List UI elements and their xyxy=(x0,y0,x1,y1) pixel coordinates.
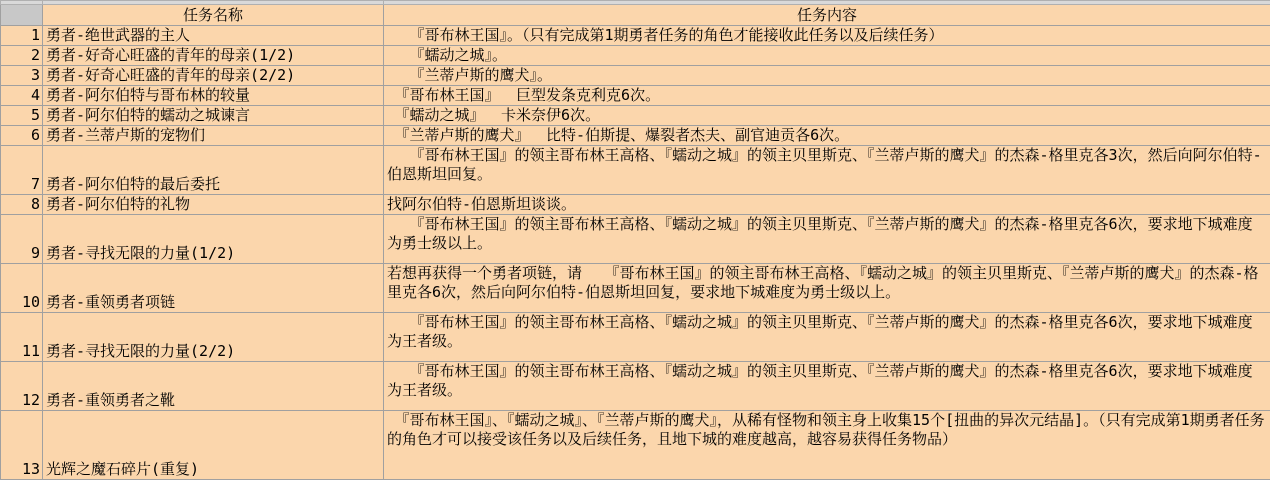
task-content-cell[interactable]: 『哥布林王国』。（只有完成第1期勇者任务的角色才能接收此任务以及后续任务） xyxy=(384,26,1270,46)
table-row xyxy=(1,146,1270,195)
task-name-cell[interactable]: 勇者-阿尔伯特的最后委托 xyxy=(43,146,384,195)
header-task-content[interactable]: 任务内容 xyxy=(384,5,1270,26)
task-name-cell[interactable]: 勇者-寻找无限的力量(2/2) xyxy=(43,313,384,362)
header-row xyxy=(1,5,1270,26)
table-row xyxy=(1,66,1270,86)
task-name-cell[interactable]: 勇者-阿尔伯特的礼物 xyxy=(43,195,384,215)
row-number-cell[interactable]: 13 xyxy=(1,411,43,480)
row-number-cell[interactable]: 1 xyxy=(1,26,43,46)
table-row xyxy=(1,46,1270,66)
task-name-cell[interactable]: 勇者-绝世武器的主人 xyxy=(43,26,384,46)
row-number-cell[interactable]: 9 xyxy=(1,215,43,264)
table-row xyxy=(1,215,1270,264)
task-name-cell[interactable]: 勇者-寻找无限的力量(1/2) xyxy=(43,215,384,264)
task-content-cell[interactable]: 找阿尔伯特-伯恩斯坦谈谈。 xyxy=(384,195,1270,215)
table-row xyxy=(1,26,1270,46)
task-content-cell[interactable]: 『哥布林王国』的领主哥布林王高格、『蠕动之城』的领主贝里斯克、『兰蒂卢斯的鹰犬』的杰森-格里克各6次，要求地下城难度为王者级。 xyxy=(384,313,1270,362)
task-name-cell[interactable]: 勇者-好奇心旺盛的青年的母亲(2/2) xyxy=(43,66,384,86)
task-name-cell[interactable]: 勇者-重领勇者之靴 xyxy=(43,362,384,411)
task-name-cell[interactable]: 勇者-兰蒂卢斯的宠物们 xyxy=(43,126,384,146)
table-row xyxy=(1,362,1270,411)
row-number-cell[interactable]: 12 xyxy=(1,362,43,411)
table-row xyxy=(1,126,1270,146)
row-number-cell[interactable]: 11 xyxy=(1,313,43,362)
task-name-cell[interactable]: 勇者-重领勇者项链 xyxy=(43,264,384,313)
task-name-cell[interactable]: 勇者-阿尔伯特的蠕动之城谏言 xyxy=(43,106,384,126)
task-content-cell[interactable]: 若想再获得一个勇者项链，请 『哥布林王国』的领主哥布林王高格、『蠕动之城』的领主贝里斯克、『兰蒂卢斯的鹰犬』的杰森-格里克各6次，然后向阿尔伯特-伯恩斯坦回复，要求地下城难度为勇士级以上。 xyxy=(384,264,1270,313)
task-content-cell[interactable]: 『兰蒂卢斯的鹰犬』 比特-伯斯提、爆裂者杰夫、副官迪贡各6次。 xyxy=(384,126,1270,146)
table-row xyxy=(1,195,1270,215)
table-row xyxy=(1,411,1270,480)
header-task-name[interactable]: 任务名称 xyxy=(43,5,384,26)
task-content-cell[interactable]: 『哥布林王国』、『蠕动之城』、『兰蒂卢斯的鹰犬』，从稀有怪物和领主身上收集15个[扭曲的异次元结晶]。（只有完成第1期勇者任务的角色才可以接受该任务以及后续任务，且地下城的难度越高，越容易获得任务物品） xyxy=(384,411,1270,480)
task-content-cell[interactable]: 『哥布林王国』的领主哥布林王高格、『蠕动之城』的领主贝里斯克、『兰蒂卢斯的鹰犬』的杰森-格里克各6次，要求地下城难度为勇士级以上。 xyxy=(384,215,1270,264)
corner-cell[interactable] xyxy=(1,5,43,26)
row-number-cell[interactable]: 2 xyxy=(1,46,43,66)
table-row xyxy=(1,313,1270,362)
task-content-cell[interactable]: 『哥布林王国』的领主哥布林王高格、『蠕动之城』的领主贝里斯克、『兰蒂卢斯的鹰犬』的杰森-格里克各3次，然后向阿尔伯特-伯恩斯坦回复。 xyxy=(384,146,1270,195)
task-content-cell[interactable]: 『蠕动之城』。 xyxy=(384,46,1270,66)
table-row xyxy=(1,86,1270,106)
row-number-cell[interactable]: 4 xyxy=(1,86,43,106)
task-name-cell[interactable]: 光辉之魔石碎片(重复) xyxy=(43,411,384,480)
task-name-cell[interactable]: 勇者-好奇心旺盛的青年的母亲(1/2) xyxy=(43,46,384,66)
row-number-cell[interactable]: 8 xyxy=(1,195,43,215)
task-name-cell[interactable]: 勇者-阿尔伯特与哥布林的较量 xyxy=(43,86,384,106)
task-content-cell[interactable]: 『蠕动之城』 卡米奈伊6次。 xyxy=(384,106,1270,126)
row-number-cell[interactable]: 6 xyxy=(1,126,43,146)
row-number-cell[interactable]: 10 xyxy=(1,264,43,313)
row-number-cell[interactable]: 7 xyxy=(1,146,43,195)
table-row xyxy=(1,264,1270,313)
task-content-cell[interactable]: 『哥布林王国』 巨型发条克利克6次。 xyxy=(384,86,1270,106)
row-number-cell[interactable]: 3 xyxy=(1,66,43,86)
task-content-cell[interactable]: 『兰蒂卢斯的鹰犬』。 xyxy=(384,66,1270,86)
task-content-cell[interactable]: 『哥布林王国』的领主哥布林王高格、『蠕动之城』的领主贝里斯克、『兰蒂卢斯的鹰犬』的杰森-格里克各6次，要求地下城难度为王者级。 xyxy=(384,362,1270,411)
row-number-cell[interactable]: 5 xyxy=(1,106,43,126)
table-row xyxy=(1,106,1270,126)
